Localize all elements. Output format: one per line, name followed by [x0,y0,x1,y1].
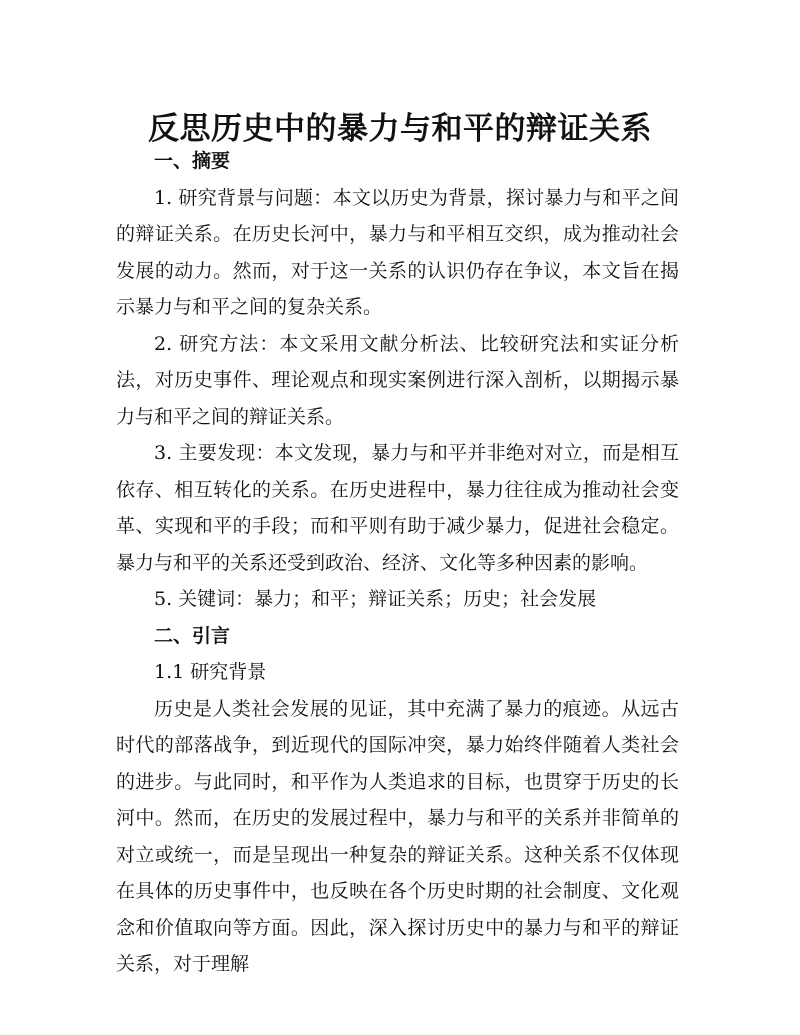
abstract-item-keywords: 5. 关键词：暴力；和平；辩证关系；历史；社会发展 [154,588,597,610]
section-heading-introduction: 二、引言 [154,624,231,647]
document-body [116,143,679,983]
subsection-heading-background: 1.1 研究背景 [154,661,267,683]
abstract-item-method: 2. 研究方法：本文采用文献分析法、比较研究法和实证分析法，对历史事件、理论观点和现实案例进行深入剖析，以期揭示暴力与和平之间的辩证关系。 [116,332,679,428]
document-title: 反思历史中的暴力与和平的辩证关系 [148,110,652,147]
introduction-paragraph: 历史是人类社会发展的见证，其中充满了暴力的痕迹。从远古时代的部落战争，到近现代的国际冲突，暴力始终伴随着人类社会的进步。与此同时，和平作为人类追求的目标，也贯穿于历史的长河中。然而，在历史的发展过程中，暴力与和平的关系并非简单的对立或统一，而是呈现出一种复杂的辩证关系。这种关系不仅体现在具体的历史事件中，也反映在各个历史时期的社会制度、文化观念和价值取向等方面。因此，深入探讨历史中的暴力与和平的辩证关系，对于理解 [116,697,679,975]
section-heading-abstract: 一、摘要 [154,150,231,172]
abstract-item-findings: 3. 主要发现：本文发现，暴力与和平并非绝对对立，而是相互依存、相互转化的关系。在历史进程中，暴力往往成为推动社会变革、实现和平的手段；而和平则有助于减少暴力，促进社会稳定。暴力与和平的关系还受到政治、经济、文化等多种因素的影响。 [116,442,679,574]
abstract-item-background: 1. 研究背景与问题：本文以历史为背景，探讨暴力与和平之间的辩证关系。在历史长河中，暴力与和平相互交织，成为推动社会发展的动力。然而，对于这一关系的认识仍存在争议，本文旨在揭示暴力与和平之间的复杂关系。 [116,186,679,318]
